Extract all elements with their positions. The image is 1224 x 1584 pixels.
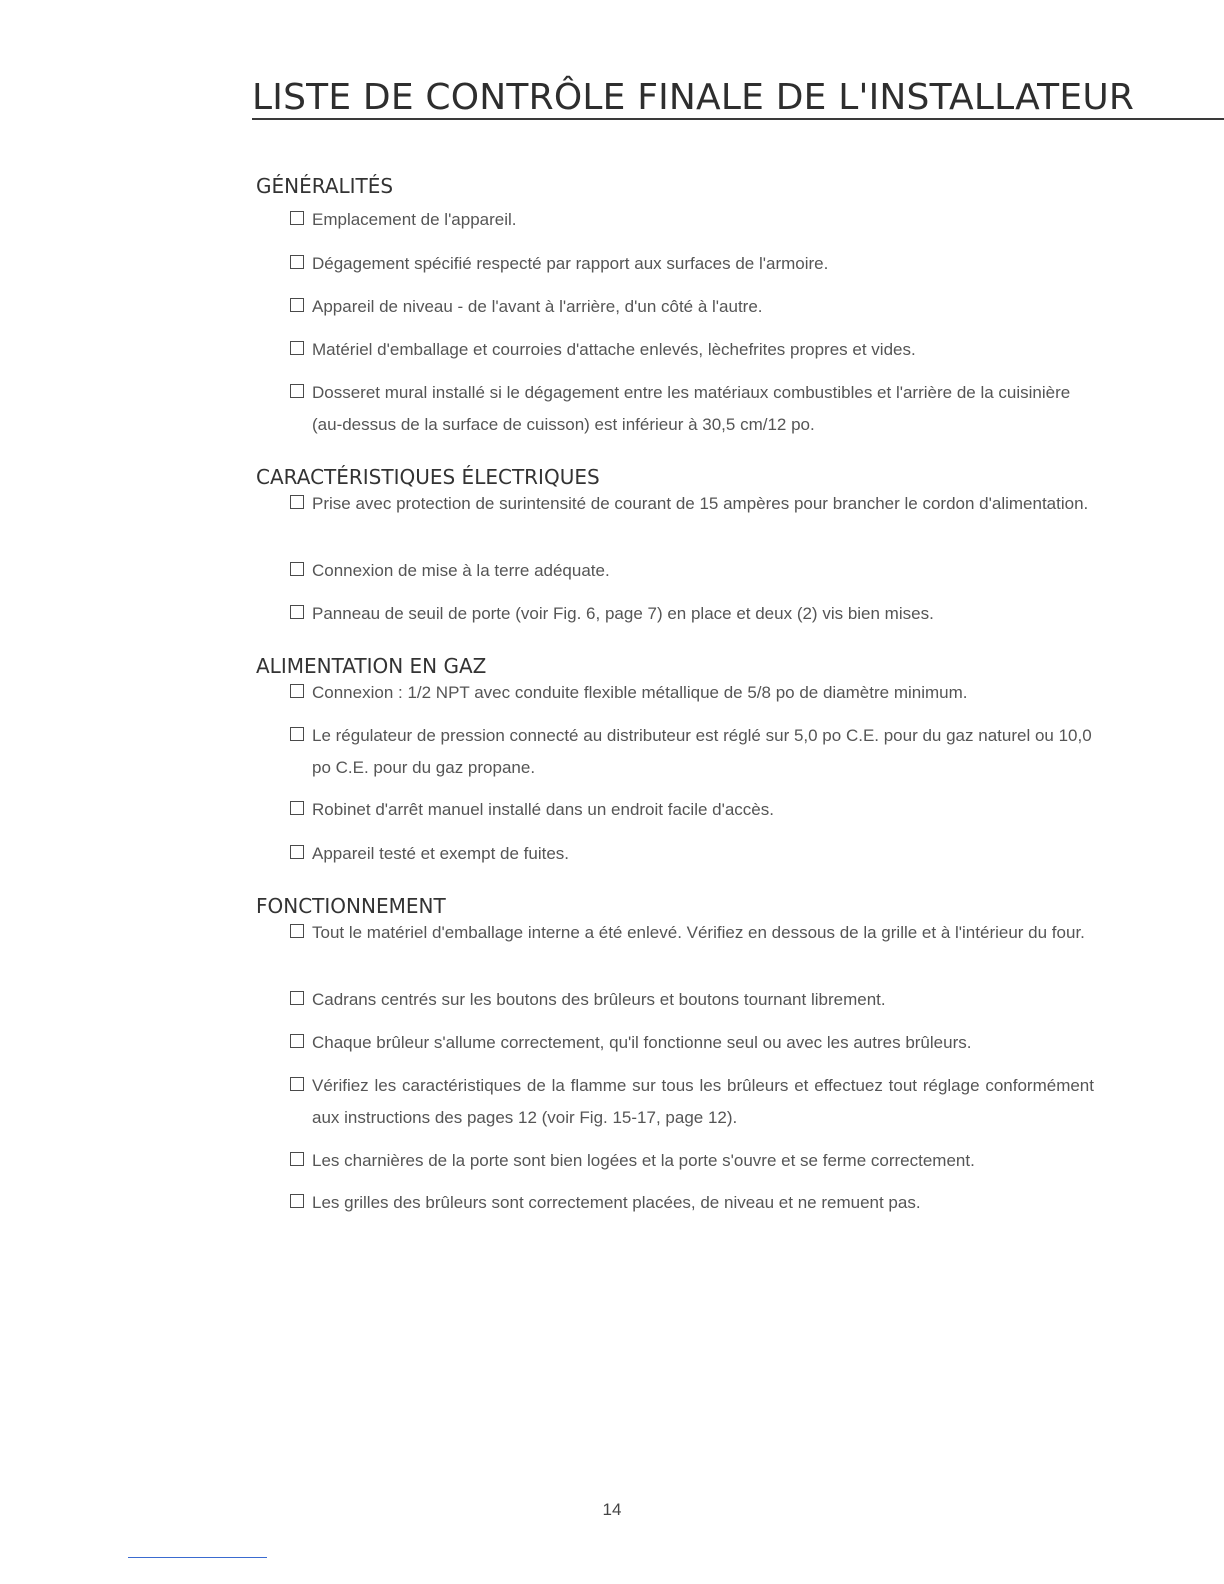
checklist-item: [290, 208, 1094, 232]
checkbox[interactable]: [290, 255, 304, 269]
checkbox[interactable]: [290, 211, 304, 225]
checklist-item-text: Dégagement spécifié respecté par rapport aux surfaces de l'armoire.: [312, 254, 829, 273]
checklist-item-text: Tout le matériel d'emballage interne a été enlevé. Vérifiez en dessous de la grille et à l'intérieur du four.: [312, 923, 1085, 942]
checklist-item-text: Vérifiez les caractéristiques de la flamme sur tous les brûleurs et effectuez tout réglage conformément aux instructions des pages 12 (voir Fig. 15-17, page 12).: [312, 1076, 1094, 1127]
checklist-item: [290, 492, 1094, 516]
checklist-item-text: Connexion : 1/2 NPT avec conduite flexible métallique de 5/8 po de diamètre minimum.: [312, 683, 968, 702]
checkbox[interactable]: [290, 495, 304, 509]
checkbox[interactable]: [290, 991, 304, 1005]
section-heading-gaz: ALIMENTATION EN GAZ: [256, 654, 487, 678]
section-heading-generalites: GÉNÉRALITÉS: [256, 174, 394, 198]
checkbox[interactable]: [290, 924, 304, 938]
checklist-item-text: Appareil testé et exempt de fuites.: [312, 844, 570, 863]
checklist-item-text: Matériel d'emballage et courroies d'attache enlevés, lèchefrites propres et vides.: [312, 340, 916, 359]
checklist-item: [290, 1149, 1094, 1173]
checklist-item-text: Les grilles des brûleurs sont correctement placées, de niveau et ne remuent pas.: [312, 1193, 921, 1212]
checklist-item: [290, 1031, 1094, 1055]
checklist-item: [290, 252, 1094, 276]
checkbox[interactable]: [290, 801, 304, 815]
checklist-item: [290, 295, 1094, 319]
checkbox[interactable]: [290, 845, 304, 859]
checkbox[interactable]: [290, 727, 304, 741]
checklist-item-text: Les charnières de la porte sont bien logées et la porte s'ouvre et se ferme correctement.: [312, 1151, 975, 1170]
checkbox[interactable]: [290, 1152, 304, 1166]
checklist-item-text: Emplacement de l'appareil.: [312, 210, 517, 229]
footer-line: [128, 1557, 267, 1558]
checklist-item: [290, 1074, 1094, 1134]
checklist-item: [290, 798, 1094, 822]
checkbox[interactable]: [290, 298, 304, 312]
section-heading-electriques: CARACTÉRISTIQUES ÉLECTRIQUES: [256, 465, 600, 489]
checklist-item: [290, 681, 1094, 705]
checklist-item: [290, 602, 1094, 626]
checklist-item-text: Le régulateur de pression connecté au distributeur est réglé sur 5,0 po C.E. pour du gaz naturel ou 10,0 po C.E. pour du gaz propane.: [312, 726, 1092, 777]
checklist-item: [290, 988, 1094, 1012]
page-title: LISTE DE CONTRÔLE FINALE DE L'INSTALLATEUR: [252, 77, 1135, 118]
title-underline: [252, 118, 1224, 120]
checklist-item-text: Connexion de mise à la terre adéquate.: [312, 561, 610, 580]
checklist-item: [290, 559, 1094, 583]
checklist-item: [290, 381, 1094, 441]
checklist-item: [290, 842, 1094, 866]
checkbox[interactable]: [290, 1194, 304, 1208]
checkbox[interactable]: [290, 1034, 304, 1048]
checkbox[interactable]: [290, 605, 304, 619]
checklist-item-text: Prise avec protection de surintensité de courant de 15 ampères pour brancher le cordon d'alimentation.: [312, 494, 1089, 513]
checklist-item-text: Panneau de seuil de porte (voir Fig. 6, page 7) en place et deux (2) vis bien mises.: [312, 604, 934, 623]
checklist-item-text: Chaque brûleur s'allume correctement, qu'il fonctionne seul ou avec les autres brûleurs.: [312, 1033, 972, 1052]
checklist-item-text: Robinet d'arrêt manuel installé dans un endroit facile d'accès.: [312, 800, 774, 819]
checkbox[interactable]: [290, 341, 304, 355]
checklist-item-text: Appareil de niveau - de l'avant à l'arrière, d'un côté à l'autre.: [312, 297, 763, 316]
checklist-item: [290, 338, 1094, 362]
checklist-item: [290, 724, 1094, 784]
checklist-item-text: Dosseret mural installé si le dégagement entre les matériaux combustibles et l'arrière de la cuisinière (au-dessus de la surface de cuisson) est inférieur à 30,5 cm/12 po.: [312, 383, 1071, 434]
checklist-item: [290, 1191, 1094, 1215]
checklist-item: [290, 921, 1094, 945]
checkbox[interactable]: [290, 384, 304, 398]
checkbox[interactable]: [290, 562, 304, 576]
checklist-item-text: Cadrans centrés sur les boutons des brûleurs et boutons tournant librement.: [312, 990, 886, 1009]
page-number: 14: [602, 1500, 622, 1519]
section-heading-fonctionnement: FONCTIONNEMENT: [256, 894, 446, 918]
checkbox[interactable]: [290, 1077, 304, 1091]
checkbox[interactable]: [290, 684, 304, 698]
